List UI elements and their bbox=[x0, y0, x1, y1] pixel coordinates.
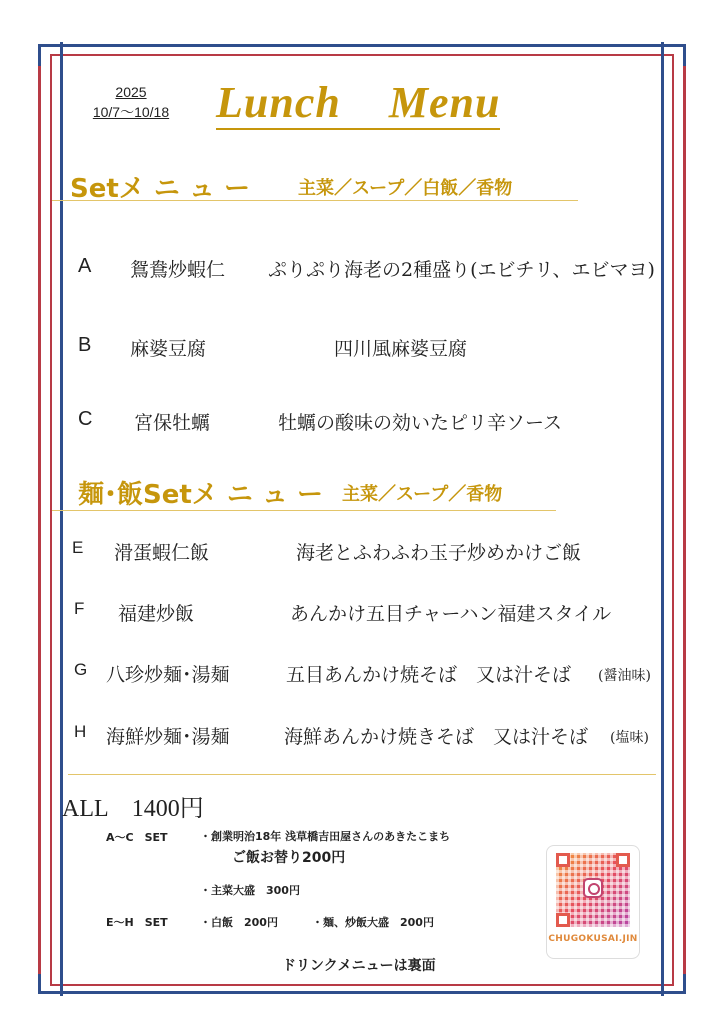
set-menu-title: Setメ ニ ュ ー bbox=[70, 174, 250, 204]
ac-note-refill: ご飯お替り200円 bbox=[232, 850, 346, 866]
qr-finder bbox=[556, 853, 570, 867]
instagram-icon bbox=[583, 878, 603, 898]
item-note: (塩味) bbox=[610, 730, 649, 746]
menu-item-c bbox=[0, 408, 722, 436]
item-letter: E bbox=[72, 538, 84, 557]
menu-item-f bbox=[0, 599, 722, 627]
item-desc: 海老とふわふわ玉子炒めかけご飯 bbox=[296, 542, 582, 564]
item-letter: G bbox=[74, 660, 88, 679]
item-name: 鴛鴦炒蝦仁 bbox=[130, 259, 226, 281]
item-letter: A bbox=[78, 255, 92, 277]
qr-finder bbox=[616, 853, 630, 867]
menu-item-a bbox=[0, 255, 722, 283]
item-desc: 牡蠣の酸味の効いたピリ辛ソース bbox=[278, 412, 563, 434]
item-letter: H bbox=[74, 722, 87, 741]
item-name: 麻婆豆腐 bbox=[130, 338, 207, 360]
section-divider bbox=[52, 200, 578, 201]
item-desc: 海鮮あんかけ焼きそば 又は汁そば bbox=[284, 726, 589, 748]
item-name: 宮保牡蠣 bbox=[134, 412, 211, 434]
drink-menu-note: ドリンクメニューは裏面 bbox=[282, 958, 436, 974]
price-divider bbox=[68, 774, 656, 775]
qr-handle: CHUGOKUSAI.JIN bbox=[548, 934, 638, 944]
item-letter: C bbox=[78, 408, 93, 430]
item-desc: 五目あんかけ焼そば 又は汁そば bbox=[286, 664, 572, 686]
eh-set-label: E～H SET bbox=[106, 916, 168, 929]
item-desc: 四川風麻婆豆腐 bbox=[334, 338, 468, 360]
section-divider bbox=[52, 510, 556, 511]
item-name: 八珍炒麺･湯麺 bbox=[106, 664, 230, 686]
item-letter: F bbox=[74, 599, 85, 618]
menu-item-h bbox=[0, 722, 722, 750]
item-letter: B bbox=[78, 334, 92, 356]
item-note: (醤油味) bbox=[598, 668, 651, 684]
instagram-qr-card[interactable] bbox=[546, 845, 640, 959]
item-desc: ぷりぷり海老の2種盛り(エビチリ、エビマヨ) bbox=[268, 259, 655, 281]
noodle-menu-subtitle: 主菜／スープ／香物 bbox=[342, 484, 503, 505]
item-name: 福建炒飯 bbox=[118, 603, 195, 625]
menu-item-b bbox=[0, 334, 722, 362]
eh-note-rice: ・白飯 200円 bbox=[200, 916, 278, 929]
item-desc: あんかけ五目チャーハン福建スタイル bbox=[290, 603, 612, 625]
year: 2025 bbox=[115, 84, 147, 100]
item-name: 滑蛋蝦仁飯 bbox=[114, 542, 210, 564]
ac-set-label: A～C SET bbox=[106, 831, 168, 844]
ac-note-large: ・主菜大盛 300円 bbox=[200, 884, 300, 897]
menu-item-g bbox=[0, 660, 722, 688]
page-title: Lunch Menu bbox=[216, 78, 500, 130]
date-range bbox=[74, 82, 188, 122]
noodle-menu-title: 麺･飯Setメ ニ ュ ー bbox=[78, 480, 323, 510]
dates: 10/7～10/18 bbox=[92, 104, 170, 120]
qr-code[interactable] bbox=[556, 853, 630, 927]
eh-note-large: ・麺、炒飯大盛 200円 bbox=[312, 916, 434, 929]
price-all: ALL 1400円 bbox=[62, 796, 204, 822]
qr-finder bbox=[556, 913, 570, 927]
item-name: 海鮮炒麺･湯麺 bbox=[106, 726, 230, 748]
ac-note-rice: ・創業明治18年 浅草橋吉田屋さんのあきたこまち bbox=[200, 830, 451, 843]
set-menu-subtitle: 主菜／スープ／白飯／香物 bbox=[298, 178, 513, 199]
menu-item-e bbox=[0, 538, 722, 566]
